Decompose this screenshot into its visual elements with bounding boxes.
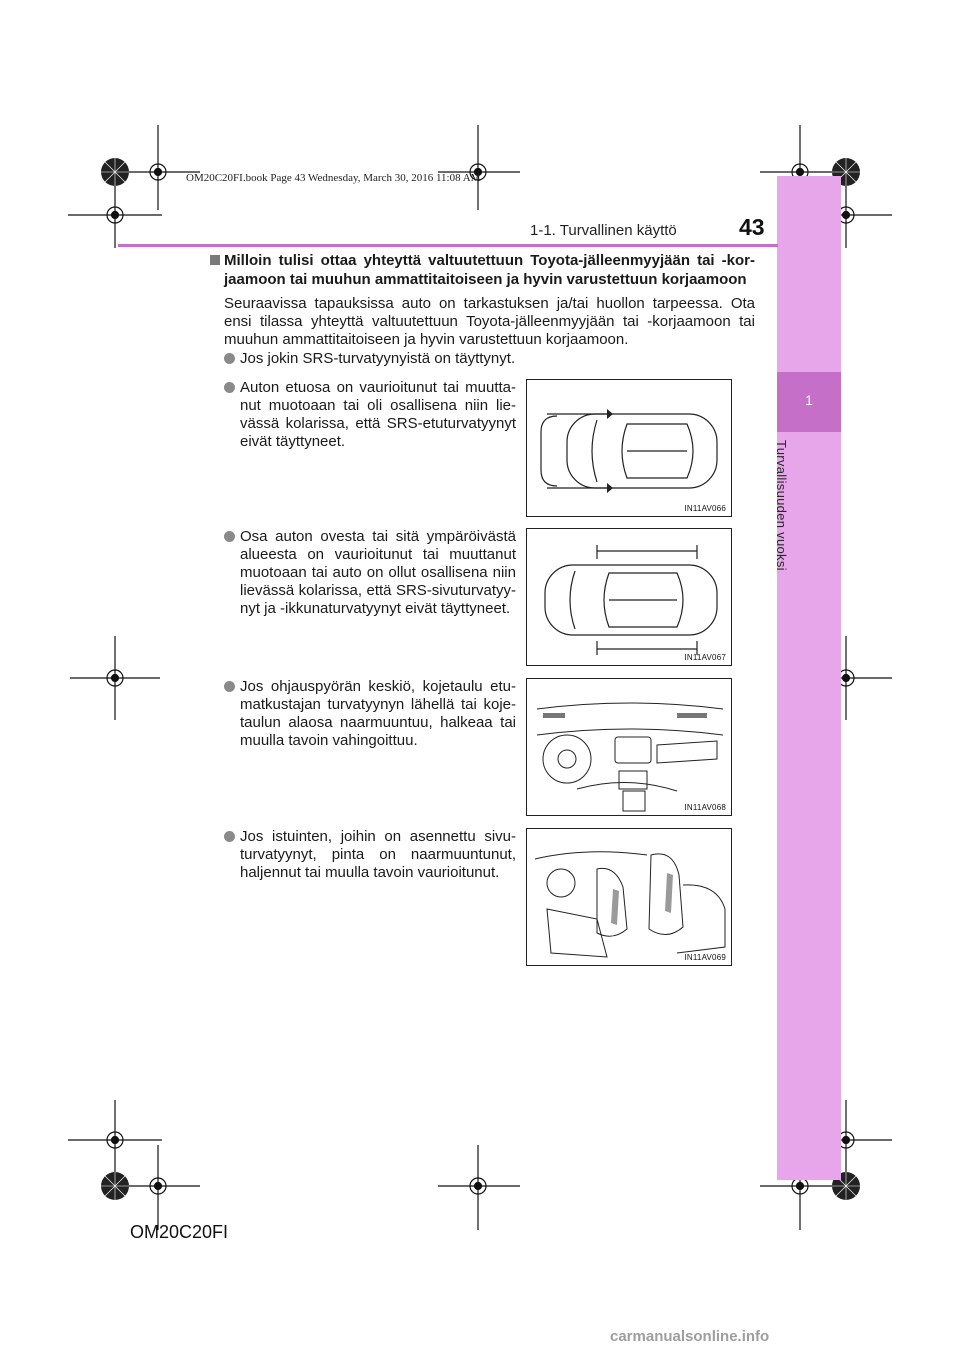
main-content	[210, 251, 755, 349]
round-bullet-icon	[224, 681, 235, 692]
round-bullet-icon	[224, 531, 235, 542]
list-item	[210, 379, 516, 451]
page-number: 43	[739, 214, 765, 240]
seat-interior-illustration	[527, 829, 732, 966]
watermark: carmanualsonline.info	[610, 1328, 770, 1345]
square-bullet-icon	[210, 255, 220, 265]
dashboard-illustration	[527, 679, 732, 816]
figure-id: IN11AV067	[684, 653, 726, 662]
list-item	[210, 828, 516, 882]
round-bullet-icon	[224, 382, 235, 393]
figure-side-airbag	[526, 528, 732, 666]
footer-code: OM20C20FI	[130, 1222, 229, 1242]
car-top-view-front-illustration	[527, 380, 732, 517]
chapter-label	[775, 440, 803, 610]
figure-front-airbag	[526, 379, 732, 517]
list-item	[210, 350, 755, 368]
figure-dashboard	[526, 678, 732, 816]
chapter-label-text: Turvallisuuden vuoksi	[774, 440, 789, 571]
book-stamp: OM20C20FI.book Page 43 Wednesday, March 30, 2016 11:08 AM	[186, 172, 481, 184]
list-item-text: Jos ohjauspyörän keskiö, kojetaulu etu-matkustajan turvatyynyn lähellä tai koje-taulun alaosa naarmuuntuu, halkeaa tai muulla tavoin vahingoittuu.	[240, 678, 516, 749]
list-item-text: Auton etuosa on vaurioitunut tai muutta-nut muotoaan tai oli osallisena niin lie-vässä kolarissa, että SRS-etuturvatyynyt eivät täyttyneet.	[240, 379, 516, 450]
figure-id: IN11AV069	[684, 953, 726, 962]
round-bullet-icon	[224, 353, 235, 364]
intro-paragraph: Seuraavissa tapauksissa auto on tarkastuksen ja/tai huollon tarpeessa. Ota ensi tilassa yhteyttä valtuutettuun Toyota-jälleenmyyjään tai -korjaamoon tai muuhun ammattitaitoiseen ja hyvin varustettuun korjaamoon.	[224, 295, 755, 348]
section-heading	[210, 251, 755, 289]
figure-id: IN11AV066	[684, 504, 726, 513]
list-item-text: Jos jokin SRS-turvatyynyistä on täyttynyt.	[240, 350, 516, 367]
round-bullet-icon	[224, 831, 235, 842]
list-item	[210, 528, 516, 618]
side-tab	[777, 176, 841, 1180]
section-heading-text: Milloin tulisi ottaa yhteyttä valtuutettuun Toyota-jälleenmyyjään tai -kor-jaamoon tai muuhun ammattitaitoiseen ja hyvin varustettuun korjaamoon	[224, 252, 755, 288]
figure-seats	[526, 828, 732, 966]
section-title: 1-1. Turvallinen käyttö	[530, 222, 677, 239]
list-item-text: Jos istuinten, joihin on asennettu sivu-turvatyynyt, pinta on naarmuuntunut, haljennut tai muulla tavoin vaurioitunut.	[240, 828, 516, 881]
chapter-number: 1	[805, 392, 813, 408]
header-rule	[118, 244, 778, 247]
list-item-text: Osa auton ovesta tai sitä ympäröivästä alueesta on vaurioitunut tai muuttanut muotoaan tai auto on ollut osallisena niin lievässä kolarissa, että SRS-sivuturvatyy-nyt ja -ikkunaturvatyynyt eivät täyttyneet.	[240, 528, 516, 617]
list-item	[210, 678, 516, 750]
figure-id: IN11AV068	[684, 803, 726, 812]
car-top-view-side-illustration	[527, 529, 732, 666]
